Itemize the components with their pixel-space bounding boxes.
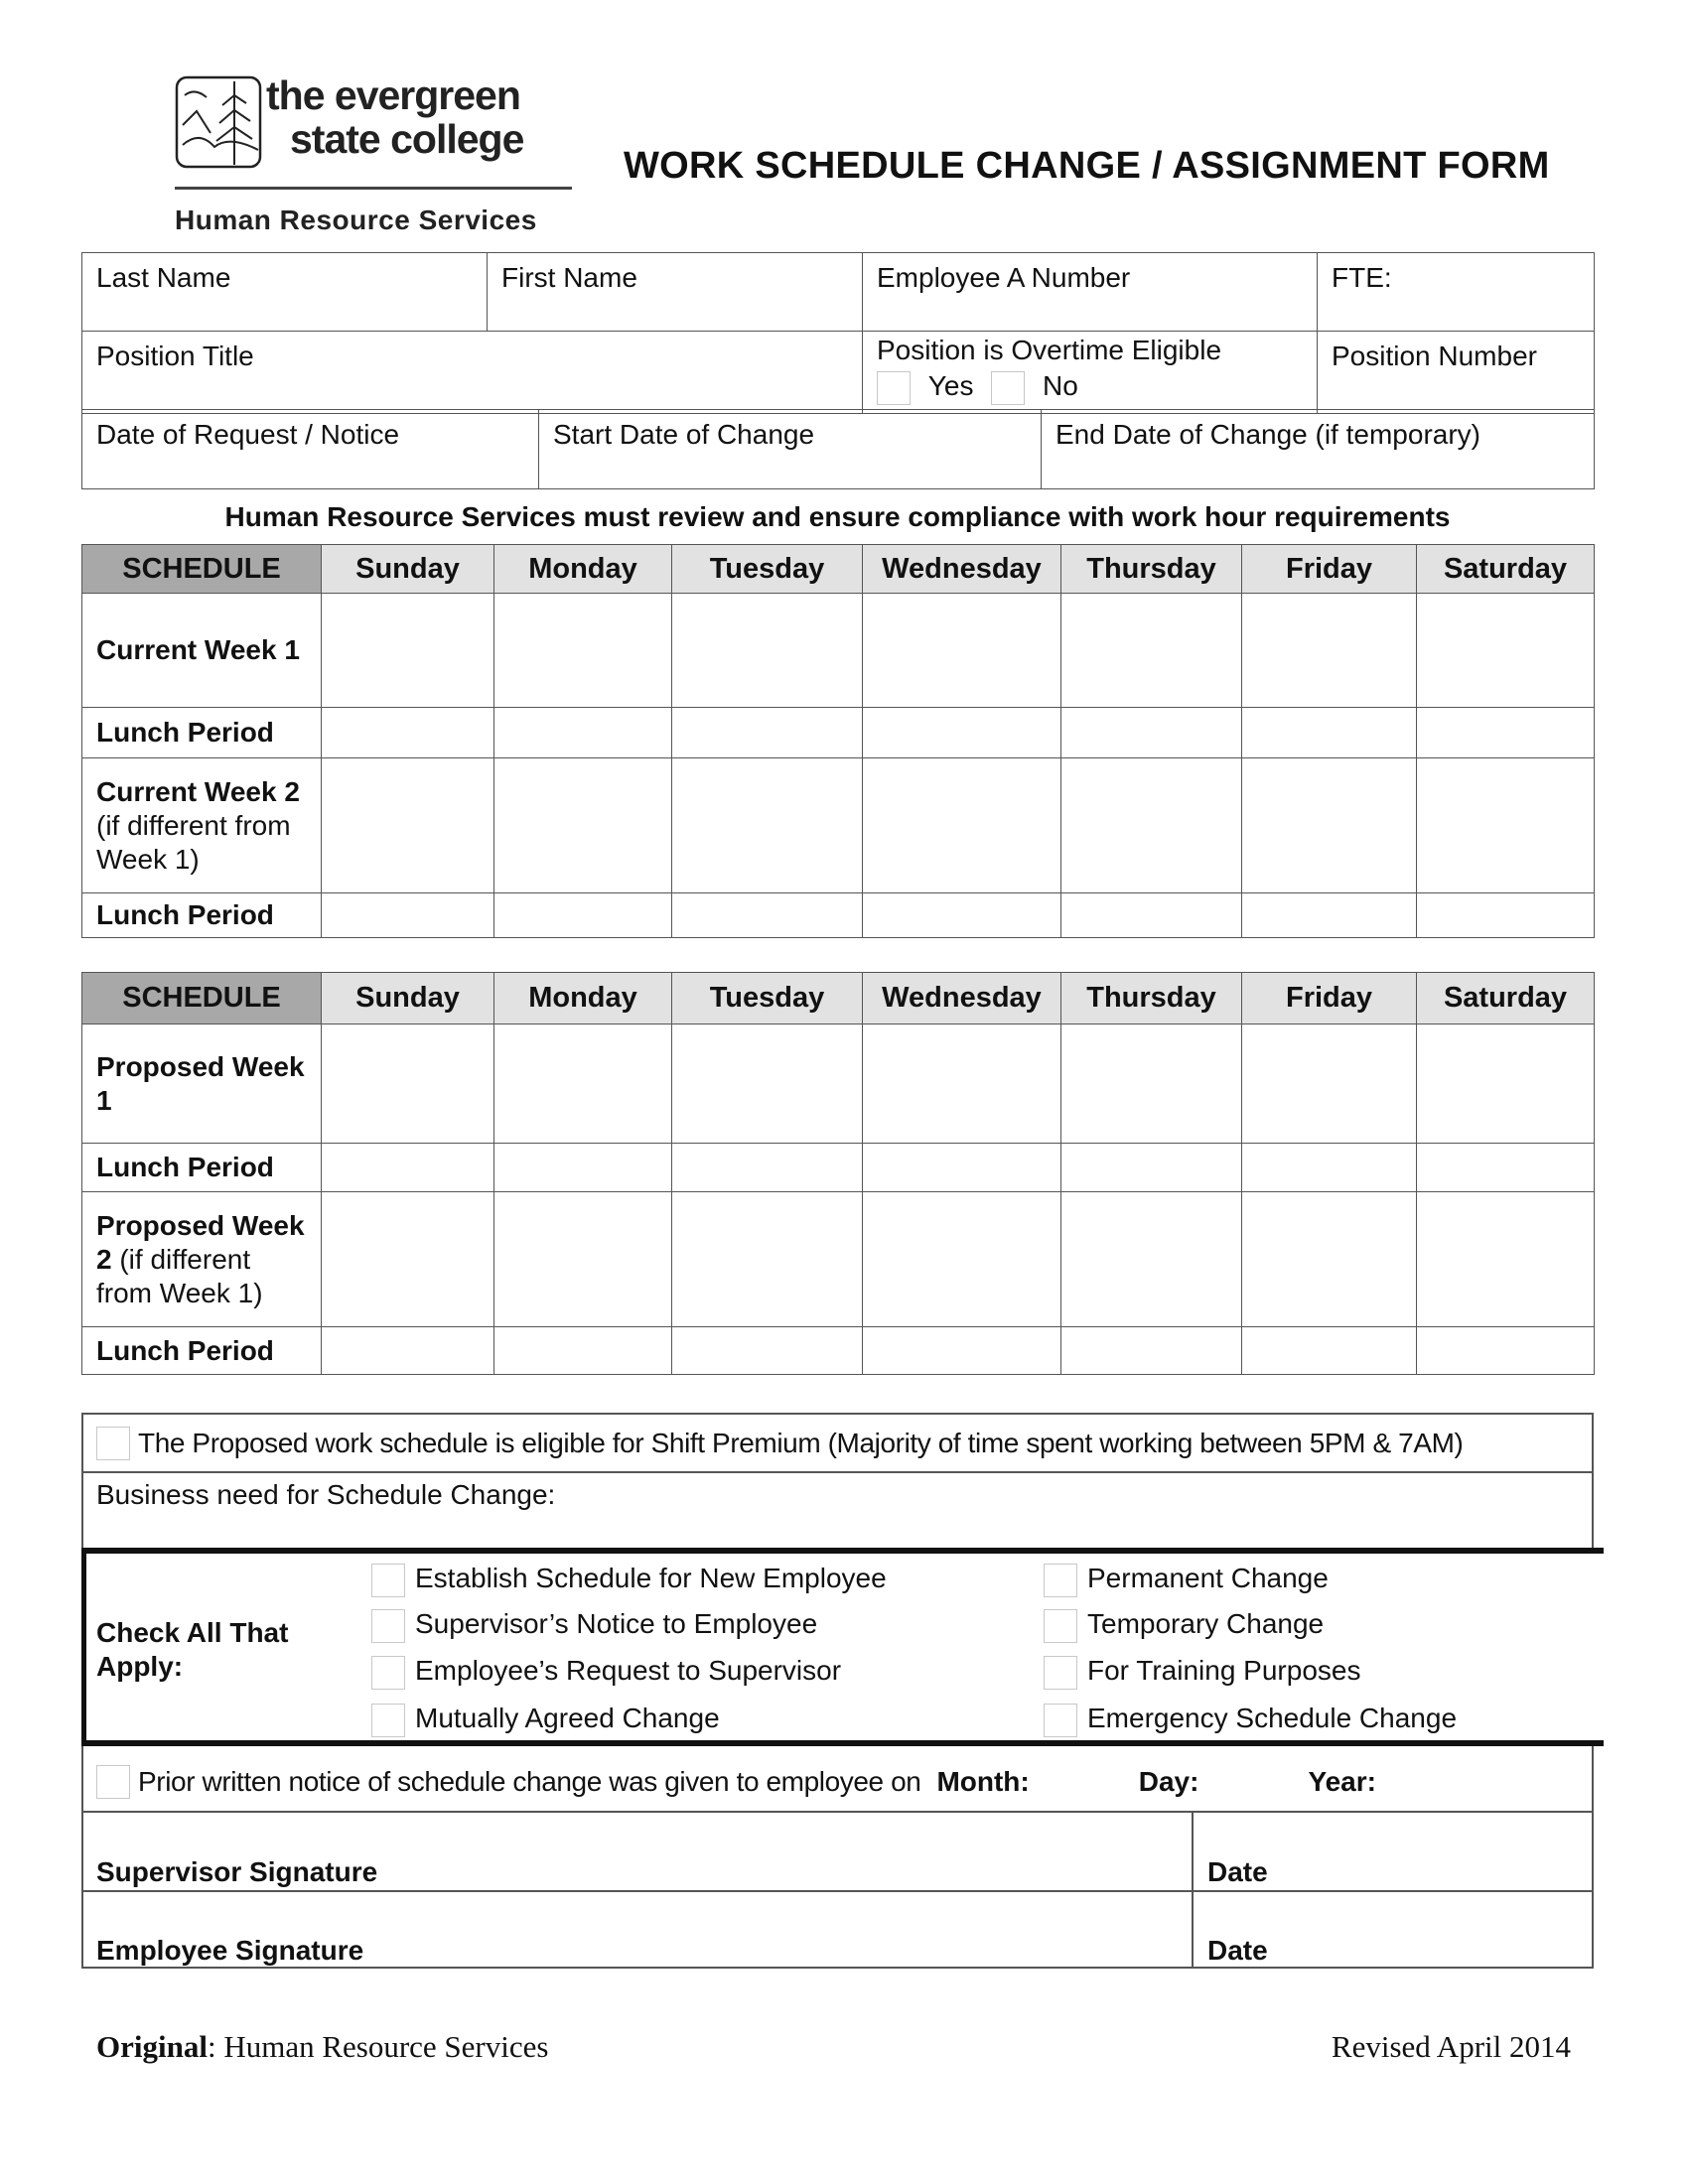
current-schedule-row — [82, 758, 1595, 893]
check-option-label: Supervisor’s Notice to Employee — [415, 1608, 818, 1639]
notice-month-field[interactable]: Month: — [936, 1766, 1030, 1797]
schedule-cell-tuesday[interactable] — [672, 708, 863, 758]
start-date-field[interactable]: Start Date of Change — [539, 410, 1042, 489]
proposed-schedule-row — [82, 1144, 1595, 1192]
schedule-cell-thursday[interactable] — [1061, 708, 1242, 758]
check-option-label: For Training Purposes — [1087, 1655, 1361, 1686]
schedule-cell-saturday[interactable] — [1417, 594, 1595, 708]
row-label-note: (if different from Week 1) — [96, 1243, 263, 1308]
notice-day-field[interactable]: Day: — [1138, 1766, 1199, 1797]
check-all-label: Check All That Apply: — [96, 1617, 289, 1682]
shift-premium-checkbox[interactable] — [96, 1427, 130, 1460]
row-label — [82, 594, 322, 708]
schedule-header-cell: SCHEDULE — [82, 973, 322, 1024]
schedule-cell-saturday[interactable] — [1417, 1327, 1595, 1375]
row-label — [82, 1327, 322, 1375]
end-date-field[interactable]: End Date of Change (if temporary) — [1042, 410, 1595, 489]
business-need-field[interactable]: Business need for Schedule Change: — [96, 1479, 556, 1510]
shift-premium-row — [96, 1426, 1586, 1461]
day-header-friday: Friday — [1242, 973, 1417, 1024]
day-header-sunday: Sunday — [322, 973, 494, 1024]
row-label — [82, 1144, 322, 1192]
overtime-eligible-label: Position is Overtime Eligible — [877, 335, 1222, 365]
check-option-label: Establish Schedule for New Employee — [415, 1563, 887, 1593]
row-label-bold: Lunch Period — [96, 899, 274, 930]
check-option — [371, 1561, 887, 1597]
schedule-cell-friday[interactable] — [1242, 1192, 1417, 1327]
schedule-cell-sunday[interactable] — [322, 893, 494, 938]
day-header-monday: Monday — [494, 545, 672, 594]
overtime-no-checkbox[interactable] — [991, 371, 1025, 405]
schedule-cell-tuesday[interactable] — [672, 1024, 863, 1144]
schedule-cell-tuesday[interactable] — [672, 1192, 863, 1327]
prior-notice-label: Prior written notice of schedule change was given to employee on — [138, 1766, 921, 1797]
check-option-checkbox[interactable] — [371, 1609, 405, 1643]
schedule-cell-friday[interactable] — [1242, 708, 1417, 758]
schedule-cell-monday[interactable] — [494, 1327, 672, 1375]
row-label — [82, 1192, 322, 1327]
row-label-bold: Lunch Period — [96, 717, 274, 748]
current-schedule-row — [82, 708, 1595, 758]
day-header-thursday: Thursday — [1061, 545, 1242, 594]
schedule-cell-thursday[interactable] — [1061, 1192, 1242, 1327]
schedule-cell-tuesday[interactable] — [672, 1144, 863, 1192]
schedule-header-row — [82, 545, 1595, 594]
check-option-checkbox[interactable] — [1044, 1564, 1077, 1597]
notice-year-field[interactable]: Year: — [1308, 1766, 1376, 1797]
row-label-note: (if different from Week 1) — [96, 809, 291, 875]
schedule-cell-wednesday[interactable] — [863, 1327, 1061, 1375]
row-label-bold: Current Week 1 — [96, 634, 300, 665]
schedule-cell-friday[interactable] — [1242, 893, 1417, 938]
footer-original-value: : Human Resource Services — [207, 2029, 549, 2064]
row-label — [82, 708, 322, 758]
schedule-cell-monday[interactable] — [494, 594, 672, 708]
day-header-tuesday: Tuesday — [672, 973, 863, 1024]
prior-notice-row — [96, 1764, 1586, 1800]
college-logo — [175, 72, 572, 235]
overtime-yes-label: Yes — [927, 370, 974, 401]
employee-info-table — [81, 252, 1595, 414]
schedule-cell-tuesday[interactable] — [672, 1327, 863, 1375]
day-header-saturday: Saturday — [1417, 545, 1595, 594]
schedule-cell-thursday[interactable] — [1061, 1024, 1242, 1144]
logo-line-2: state college — [290, 116, 524, 162]
schedule-cell-thursday[interactable] — [1061, 1327, 1242, 1375]
day-header-thursday: Thursday — [1061, 973, 1242, 1024]
schedule-cell-thursday[interactable] — [1061, 893, 1242, 938]
schedule-header-row — [82, 973, 1595, 1024]
employee-a-number-field[interactable]: Employee A Number — [863, 253, 1318, 332]
day-header-wednesday: Wednesday — [863, 545, 1061, 594]
check-option-label: Employee’s Request to Supervisor — [415, 1655, 842, 1686]
day-header-wednesday: Wednesday — [863, 973, 1061, 1024]
day-header-tuesday: Tuesday — [672, 545, 863, 594]
schedule-cell-monday[interactable] — [494, 758, 672, 893]
proposed-schedule-row — [82, 1327, 1595, 1375]
employee-signature-field[interactable]: Employee Signature — [96, 1935, 364, 1966]
schedule-cell-sunday[interactable] — [322, 1144, 494, 1192]
proposed-schedule-table — [81, 972, 1595, 1375]
schedule-cell-wednesday[interactable] — [863, 758, 1061, 893]
proposed-schedule-row — [82, 1024, 1595, 1144]
check-option — [1044, 1606, 1324, 1643]
dates-table — [81, 409, 1595, 489]
current-schedule-row — [82, 594, 1595, 708]
row-label-bold: Lunch Period — [96, 1334, 274, 1366]
schedule-cell-thursday[interactable] — [1061, 594, 1242, 708]
check-option-checkbox[interactable] — [1044, 1656, 1077, 1690]
schedule-cell-wednesday[interactable] — [863, 1024, 1061, 1144]
schedule-cell-monday[interactable] — [494, 1144, 672, 1192]
overtime-yes-checkbox[interactable] — [877, 371, 911, 405]
schedule-cell-sunday[interactable] — [322, 708, 494, 758]
schedule-cell-saturday[interactable] — [1417, 893, 1595, 938]
logo-divider — [175, 187, 572, 190]
row-label — [82, 758, 322, 893]
overtime-no-label: No — [1043, 370, 1078, 401]
check-option-label: Permanent Change — [1087, 1563, 1329, 1593]
row-label — [82, 893, 322, 938]
date-of-request-field[interactable]: Date of Request / Notice — [82, 410, 539, 489]
day-header-friday: Friday — [1242, 545, 1417, 594]
check-option-checkbox[interactable] — [371, 1656, 405, 1690]
logo-line-1: the evergreen — [266, 72, 520, 118]
logo-department: Human Resource Services — [175, 205, 537, 235]
schedule-cell-friday[interactable] — [1242, 1327, 1417, 1375]
schedule-cell-wednesday[interactable] — [863, 1144, 1061, 1192]
schedule-cell-sunday[interactable] — [322, 758, 494, 893]
day-header-sunday: Sunday — [322, 545, 494, 594]
check-option-label: Mutually Agreed Change — [415, 1703, 720, 1733]
schedule-cell-wednesday[interactable] — [863, 594, 1061, 708]
schedule-cell-friday[interactable] — [1242, 1024, 1417, 1144]
day-header-saturday: Saturday — [1417, 973, 1595, 1024]
schedule-cell-saturday[interactable] — [1417, 758, 1595, 893]
schedule-cell-sunday[interactable] — [322, 1327, 494, 1375]
check-option-label: Temporary Change — [1087, 1608, 1325, 1639]
position-title-field[interactable]: Position Title — [82, 332, 863, 414]
check-option-checkbox[interactable] — [371, 1704, 405, 1737]
schedule-cell-saturday[interactable] — [1417, 1024, 1595, 1144]
schedule-cell-saturday[interactable] — [1417, 1144, 1595, 1192]
compliance-note: Human Resource Services must review and ensure compliance with work hour requirements — [224, 501, 1451, 532]
schedule-cell-tuesday[interactable] — [672, 594, 863, 708]
schedule-cell-monday[interactable] — [494, 893, 672, 938]
current-schedule-table — [81, 544, 1595, 938]
schedule-cell-saturday[interactable] — [1417, 708, 1595, 758]
employee-date-field[interactable]: Date — [1207, 1935, 1268, 1966]
schedule-cell-tuesday[interactable] — [672, 893, 863, 938]
check-option — [1044, 1653, 1360, 1690]
schedule-cell-monday[interactable] — [494, 1192, 672, 1327]
form-title: WORK SCHEDULE CHANGE / ASSIGNMENT FORM — [624, 145, 1550, 187]
check-option — [371, 1701, 720, 1737]
prior-notice-checkbox[interactable] — [96, 1765, 130, 1799]
schedule-header-cell: SCHEDULE — [82, 545, 322, 594]
schedule-cell-friday[interactable] — [1242, 594, 1417, 708]
schedule-cell-thursday[interactable] — [1061, 1144, 1242, 1192]
row-label-bold: Proposed Week 1 — [96, 1050, 305, 1116]
check-option-checkbox[interactable] — [1044, 1609, 1077, 1643]
supervisor-signature-field[interactable]: Supervisor Signature — [96, 1856, 378, 1887]
footer-original — [96, 2029, 548, 2065]
shift-premium-label: The Proposed work schedule is eligible for Shift Premium (Majority of time spent working between 5PM & 7AM) — [138, 1428, 1464, 1458]
fte-field[interactable]: FTE: — [1318, 253, 1595, 332]
check-option-checkbox[interactable] — [371, 1564, 405, 1597]
last-name-field[interactable]: Last Name — [82, 253, 488, 332]
schedule-cell-saturday[interactable] — [1417, 1192, 1595, 1327]
check-option-checkbox[interactable] — [1044, 1704, 1077, 1737]
schedule-cell-friday[interactable] — [1242, 1144, 1417, 1192]
row-label-bold: Current Week 2 — [96, 775, 300, 807]
schedule-cell-sunday[interactable] — [322, 594, 494, 708]
overtime-eligible-cell — [863, 332, 1318, 414]
first-name-field[interactable]: First Name — [488, 253, 863, 332]
footer-revised: Revised April 2014 — [1331, 2029, 1571, 2064]
schedule-cell-sunday[interactable] — [322, 1024, 494, 1144]
row-label-bold: Proposed Week 2 — [96, 1209, 305, 1275]
row-label — [82, 1024, 322, 1144]
schedule-cell-tuesday[interactable] — [672, 758, 863, 893]
row-label-bold: Lunch Period — [96, 1152, 274, 1182]
tree-logo-icon — [175, 75, 264, 171]
day-header-monday: Monday — [494, 973, 672, 1024]
schedule-cell-wednesday[interactable] — [863, 1192, 1061, 1327]
check-option — [1044, 1701, 1457, 1737]
supervisor-date-field[interactable]: Date — [1207, 1856, 1268, 1887]
schedule-cell-monday[interactable] — [494, 1024, 672, 1144]
current-schedule-row — [82, 893, 1595, 938]
schedule-cell-wednesday[interactable] — [863, 893, 1061, 938]
schedule-cell-sunday[interactable] — [322, 1192, 494, 1327]
check-option — [371, 1653, 841, 1690]
footer-original-label: Original — [96, 2029, 208, 2064]
check-option-label: Emergency Schedule Change — [1087, 1703, 1458, 1733]
schedule-cell-thursday[interactable] — [1061, 758, 1242, 893]
schedule-cell-monday[interactable] — [494, 708, 672, 758]
check-option — [371, 1606, 817, 1643]
schedule-cell-wednesday[interactable] — [863, 708, 1061, 758]
proposed-schedule-row — [82, 1192, 1595, 1327]
position-number-field[interactable]: Position Number — [1318, 332, 1595, 414]
schedule-cell-friday[interactable] — [1242, 758, 1417, 893]
check-option — [1044, 1561, 1329, 1597]
